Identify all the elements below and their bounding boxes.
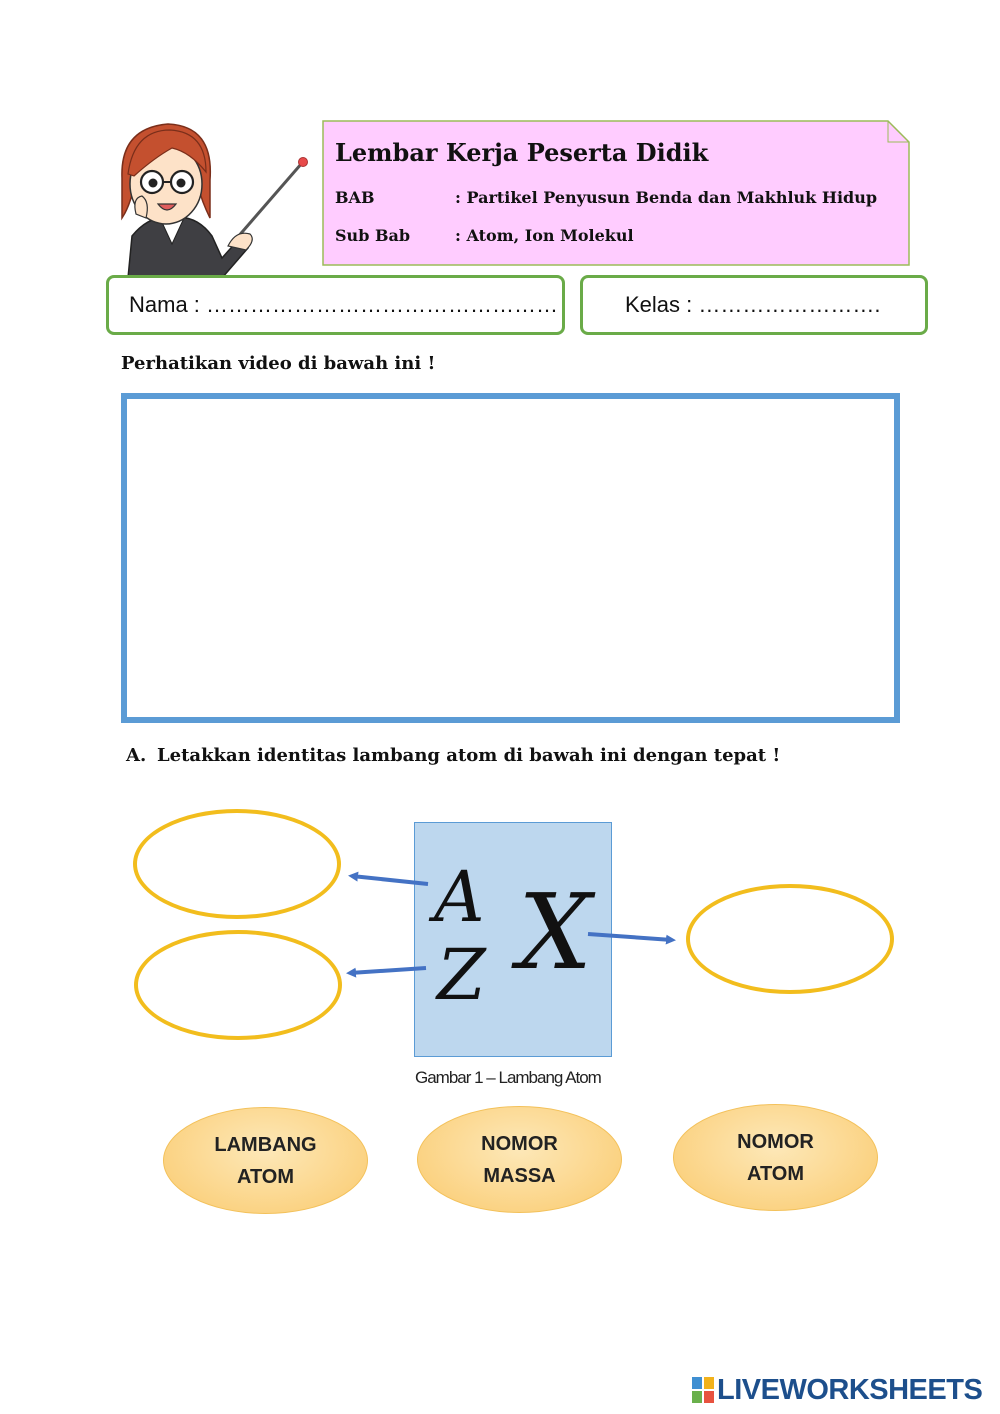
atomic-number-symbol: Z [437, 934, 486, 1016]
arrow-to-mass-number [352, 876, 428, 884]
liveworksheets-watermark [692, 1373, 982, 1407]
answer-option-line: NOMOR [481, 1132, 558, 1155]
answer-option-nomor-massa[interactable] [417, 1106, 622, 1213]
video-instruction: Perhatikan video di bawah ini ! [121, 353, 436, 374]
liveworksheets-logo-icon [692, 1377, 714, 1403]
answer-option-nomor-atom[interactable] [673, 1104, 878, 1211]
subchapter-value: : Atom, Ion Molekul [455, 226, 634, 245]
chapter-value: : Partikel Penyusun Benda dan Makhluk Hidup [455, 188, 878, 207]
subchapter-label: Sub Bab [335, 226, 411, 245]
figure-caption: Gambar 1 – Lambang Atom [415, 1068, 601, 1087]
answer-option-line: MASSA [483, 1164, 556, 1187]
section-a-instruction: Letakkan identitas lambang atom di bawah ini dengan tepat ! [157, 745, 781, 766]
name-label: Nama : ………………………………………… [129, 292, 559, 317]
answer-option-line: ATOM [746, 1162, 805, 1185]
watermark-text: LIVEWORKSHEETS [717, 1373, 983, 1406]
mass-number-symbol: A [434, 856, 485, 938]
class-label: Kelas : ……………………. [625, 292, 881, 317]
element-symbol: X [518, 871, 593, 993]
answer-option-lambang-atom[interactable] [163, 1107, 368, 1214]
arrow-to-element-symbol [588, 934, 672, 940]
section-a-number: A. [126, 745, 147, 766]
worksheet-title: Lembar Kerja Peserta Didik [335, 138, 709, 167]
answer-option-line: LAMBANG [214, 1133, 317, 1156]
chapter-label: BAB [335, 188, 375, 207]
arrow-to-atomic-number [350, 968, 426, 973]
answer-option-line: ATOM [236, 1165, 295, 1188]
answer-option-line: NOMOR [737, 1130, 814, 1153]
